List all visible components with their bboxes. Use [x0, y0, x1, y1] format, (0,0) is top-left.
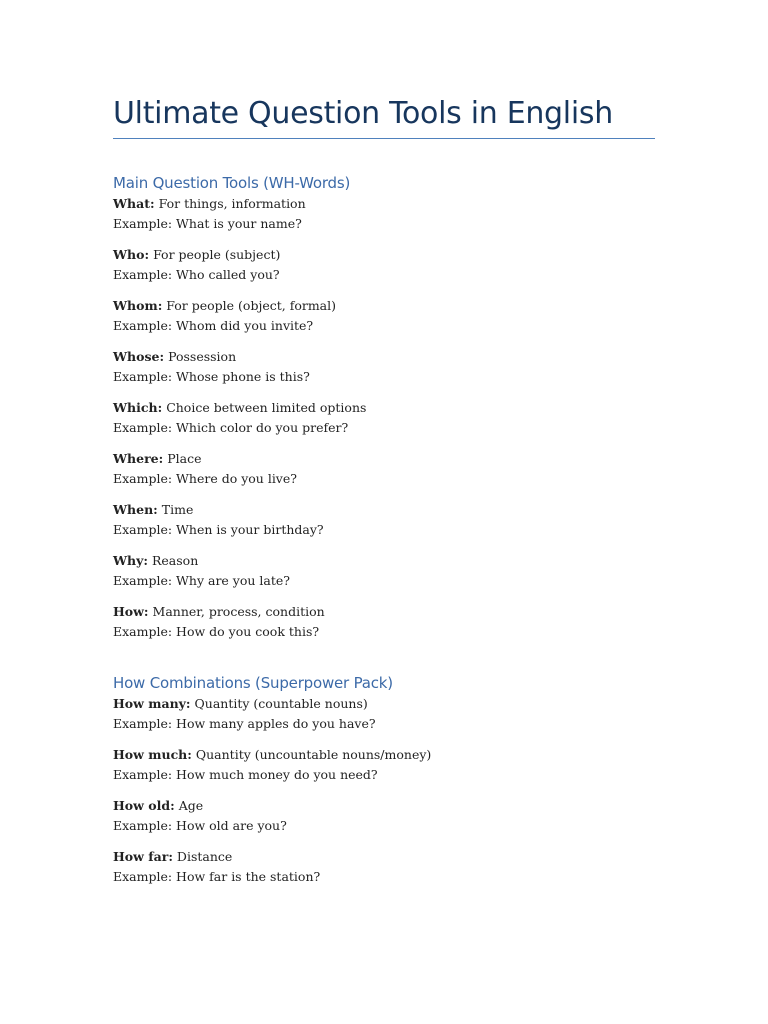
entry-when	[113, 500, 655, 539]
entry-definition-line	[113, 847, 655, 867]
entry-how	[113, 602, 655, 641]
entry-definition: Time	[161, 502, 194, 517]
entry-which	[113, 398, 655, 437]
entry-example: Example: How many apples do you have?	[113, 715, 376, 731]
entry-definition-line	[113, 245, 655, 265]
entry-example: Example: Which color do you prefer?	[113, 419, 349, 435]
entry-example: Example: Who called you?	[113, 266, 280, 282]
entry-term: Whose:	[113, 349, 165, 364]
entry-example: Example: Whom did you invite?	[113, 317, 314, 333]
entry-who	[113, 245, 655, 284]
entry-term: How:	[113, 604, 149, 619]
entry-definition-line	[113, 347, 655, 367]
entry-term: Who:	[113, 247, 150, 262]
entry-example: Example: When is your birthday?	[113, 521, 324, 537]
section-heading: Main Question Tools (WH-Words)	[113, 174, 351, 192]
entry-example: Example: How far is the station?	[113, 868, 321, 884]
entry-how-far	[113, 847, 655, 886]
entry-list	[113, 694, 655, 886]
entry-definition: Quantity (countable nouns)	[194, 696, 368, 711]
entry-definition-line	[113, 602, 655, 622]
entry-definition-line	[113, 745, 655, 765]
entry-example: Example: Where do you live?	[113, 470, 297, 486]
entry-definition-line	[113, 500, 655, 520]
entry-definition-line	[113, 449, 655, 469]
document-page	[113, 96, 655, 898]
section-wh-words	[113, 173, 655, 641]
entry-term: How old:	[113, 798, 175, 813]
entry-definition: Distance	[176, 849, 233, 864]
entry-definition: Reason	[152, 553, 199, 568]
entry-definition: For people (object, formal)	[166, 298, 337, 313]
entry-what	[113, 194, 655, 233]
entry-how-old	[113, 796, 655, 835]
entry-why	[113, 551, 655, 590]
entry-definition-line	[113, 296, 655, 316]
section-heading: How Combinations (Superpower Pack)	[113, 674, 393, 692]
entry-definition: Choice between limited options	[166, 400, 367, 415]
entry-example: Example: What is your name?	[113, 215, 302, 231]
entry-term: How much:	[113, 747, 192, 762]
entry-example: Example: Whose phone is this?	[113, 368, 310, 384]
section-how-combinations	[113, 673, 655, 886]
entry-definition: Age	[178, 798, 204, 813]
entry-definition: For things, information	[158, 196, 306, 211]
entry-definition: Possession	[168, 349, 237, 364]
entry-definition-line	[113, 551, 655, 571]
entry-term: Whom:	[113, 298, 163, 313]
entry-example: Example: How much money do you need?	[113, 766, 378, 782]
entry-where	[113, 449, 655, 488]
entry-term: Where:	[113, 451, 164, 466]
entry-term: Which:	[113, 400, 163, 415]
entry-term: What:	[113, 196, 155, 211]
entry-definition: For people (subject)	[153, 247, 281, 262]
entry-whom	[113, 296, 655, 335]
entry-list	[113, 194, 655, 641]
document-title: Ultimate Question Tools in English	[113, 96, 655, 139]
entry-how-much	[113, 745, 655, 784]
entry-example: Example: Why are you late?	[113, 572, 290, 588]
entry-definition-line	[113, 398, 655, 418]
entry-definition-line	[113, 194, 655, 214]
entry-term: How many:	[113, 696, 191, 711]
entry-how-many	[113, 694, 655, 733]
entry-term: When:	[113, 502, 158, 517]
entry-example: Example: How old are you?	[113, 817, 287, 833]
entry-definition-line	[113, 796, 655, 816]
entry-definition: Quantity (uncountable nouns/money)	[195, 747, 432, 762]
entry-whose	[113, 347, 655, 386]
entry-definition: Place	[167, 451, 202, 466]
entry-term: How far:	[113, 849, 173, 864]
entry-definition: Manner, process, condition	[152, 604, 325, 619]
entry-example: Example: How do you cook this?	[113, 623, 320, 639]
entry-term: Why:	[113, 553, 149, 568]
entry-definition-line	[113, 694, 655, 714]
